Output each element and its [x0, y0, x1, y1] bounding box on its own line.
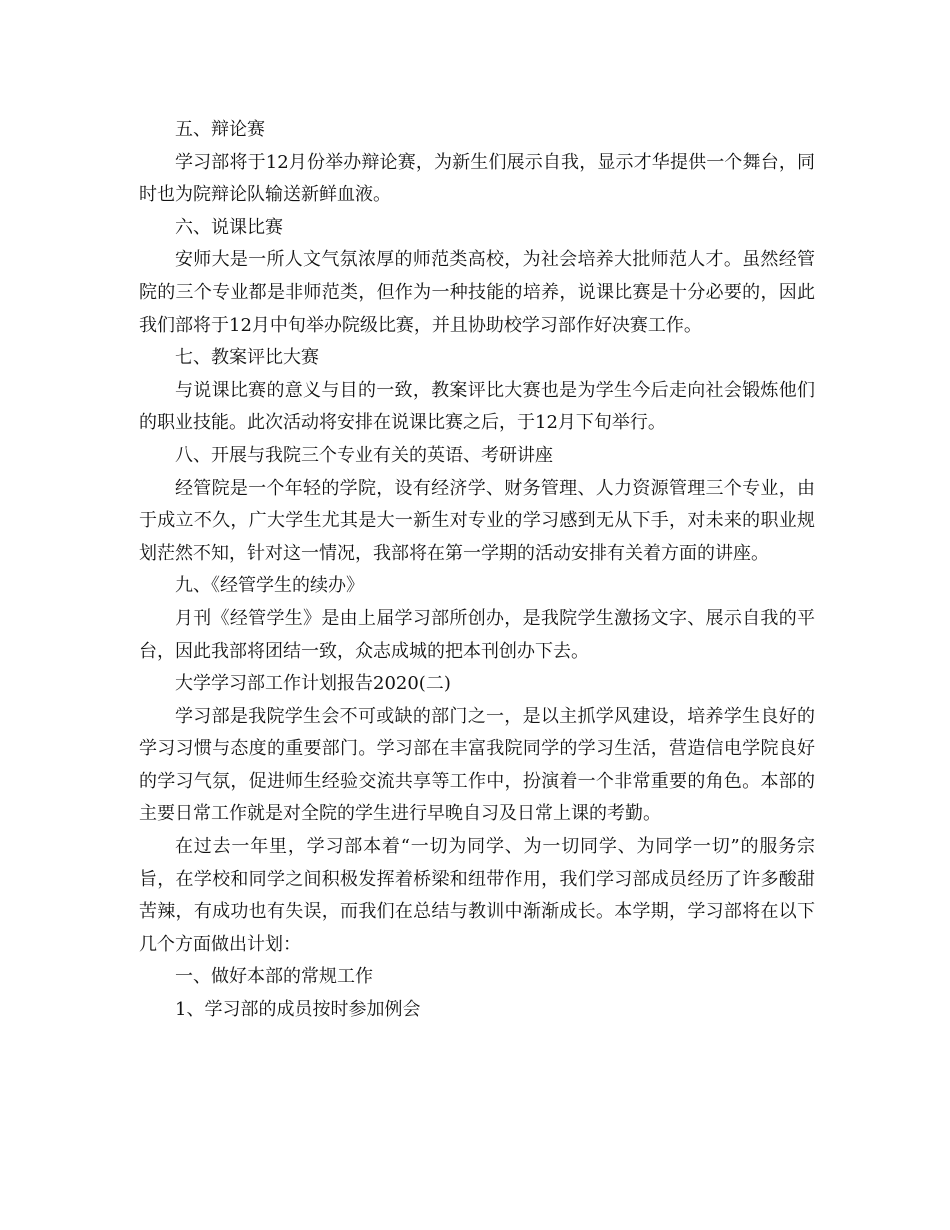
paragraph-past-year: 在过去一年里，学习部本着“一切为同学、为一切同学、为同学一切”的服务宗旨，在学校和同学之间积极发挥着桥梁和纽带作用，我们学习部成员经历了许多酸甜苦辣，有成功也有失误，而我们在总结与教训中渐渐成长。本学期，学习部将在以下几个方面做出计划： [139, 836, 815, 955]
section-heading-routine-work: 一、做好本部的常规工作 [175, 966, 373, 988]
paragraph-department-intro: 学习部是我院学生会不可或缺的部门之一，是以主抓学风建设，培养学生良好的学习习惯与态度的重要部门。学习部在丰富我院同学的学习生活，营造信电学院良好的学习气氛，促进师生经验交流共享等工作中，扮演着一个非常重要的角色。本部的主要日常工作就是对全院的学生进行早晚自习及日常上课的考勤。 [139, 705, 815, 825]
section-heading-lecture-contest: 六、说课比赛 [175, 216, 283, 238]
section-heading-debate: 五、辩论赛 [175, 119, 265, 140]
section-heading-seminars: 八、开展与我院三个专业有关的英语、考研讲座 [175, 444, 553, 466]
paragraph-lecture-contest: 安师大是一所人文气氛浓厚的师范类高校，为社会培养大批师范人才。虽然经管院的三个专业都是非师范类，但作为一种技能的培养，说课比赛是十分必要的，因此我们部将于12月中旬举办院级比赛，并且协助校学习部作好决赛工作。 [139, 249, 815, 336]
document-body [139, 114, 815, 1027]
paragraph-seminars: 经管院是一个年轻的学院，设有经济学、财务管理、人力资源管理三个专业，由于成立不久，广大学生尤其是大一新生对专业的学习感到无从下手，对未来的职业规划茫然不知，针对这一情况，我部将在第一学期的活动安排有关着方面的讲座。 [139, 477, 815, 564]
list-item-meetings: 1、学习部的成员按时参加例会 [175, 999, 421, 1021]
section-heading-lesson-plan-contest: 七、教案评比大赛 [175, 347, 319, 369]
paragraph-lesson-plan-contest: 与说课比赛的意义与目的一致，教案评比大赛也是为学生今后走向社会锻炼他们的职业技能。此次活动将安排在说课比赛之后，于12月下旬举行。 [139, 379, 815, 434]
section-heading-magazine: 九、《经管学生的续办》 [175, 575, 364, 597]
paragraph-magazine: 月刊《经管学生》是由上届学习部所创办，是我院学生激扬文字、展示自我的平台，因此我部将团结一致，众志成城的把本刊创办下去。 [139, 607, 815, 662]
paragraph-debate: 学习部将于12月份举办辩论赛，为新生们展示自我，显示才华提供一个舞台，同时也为院辩论队输送新鲜血液。 [139, 151, 815, 206]
report-title: 大学学习部工作计划报告2020(二) [175, 673, 451, 695]
